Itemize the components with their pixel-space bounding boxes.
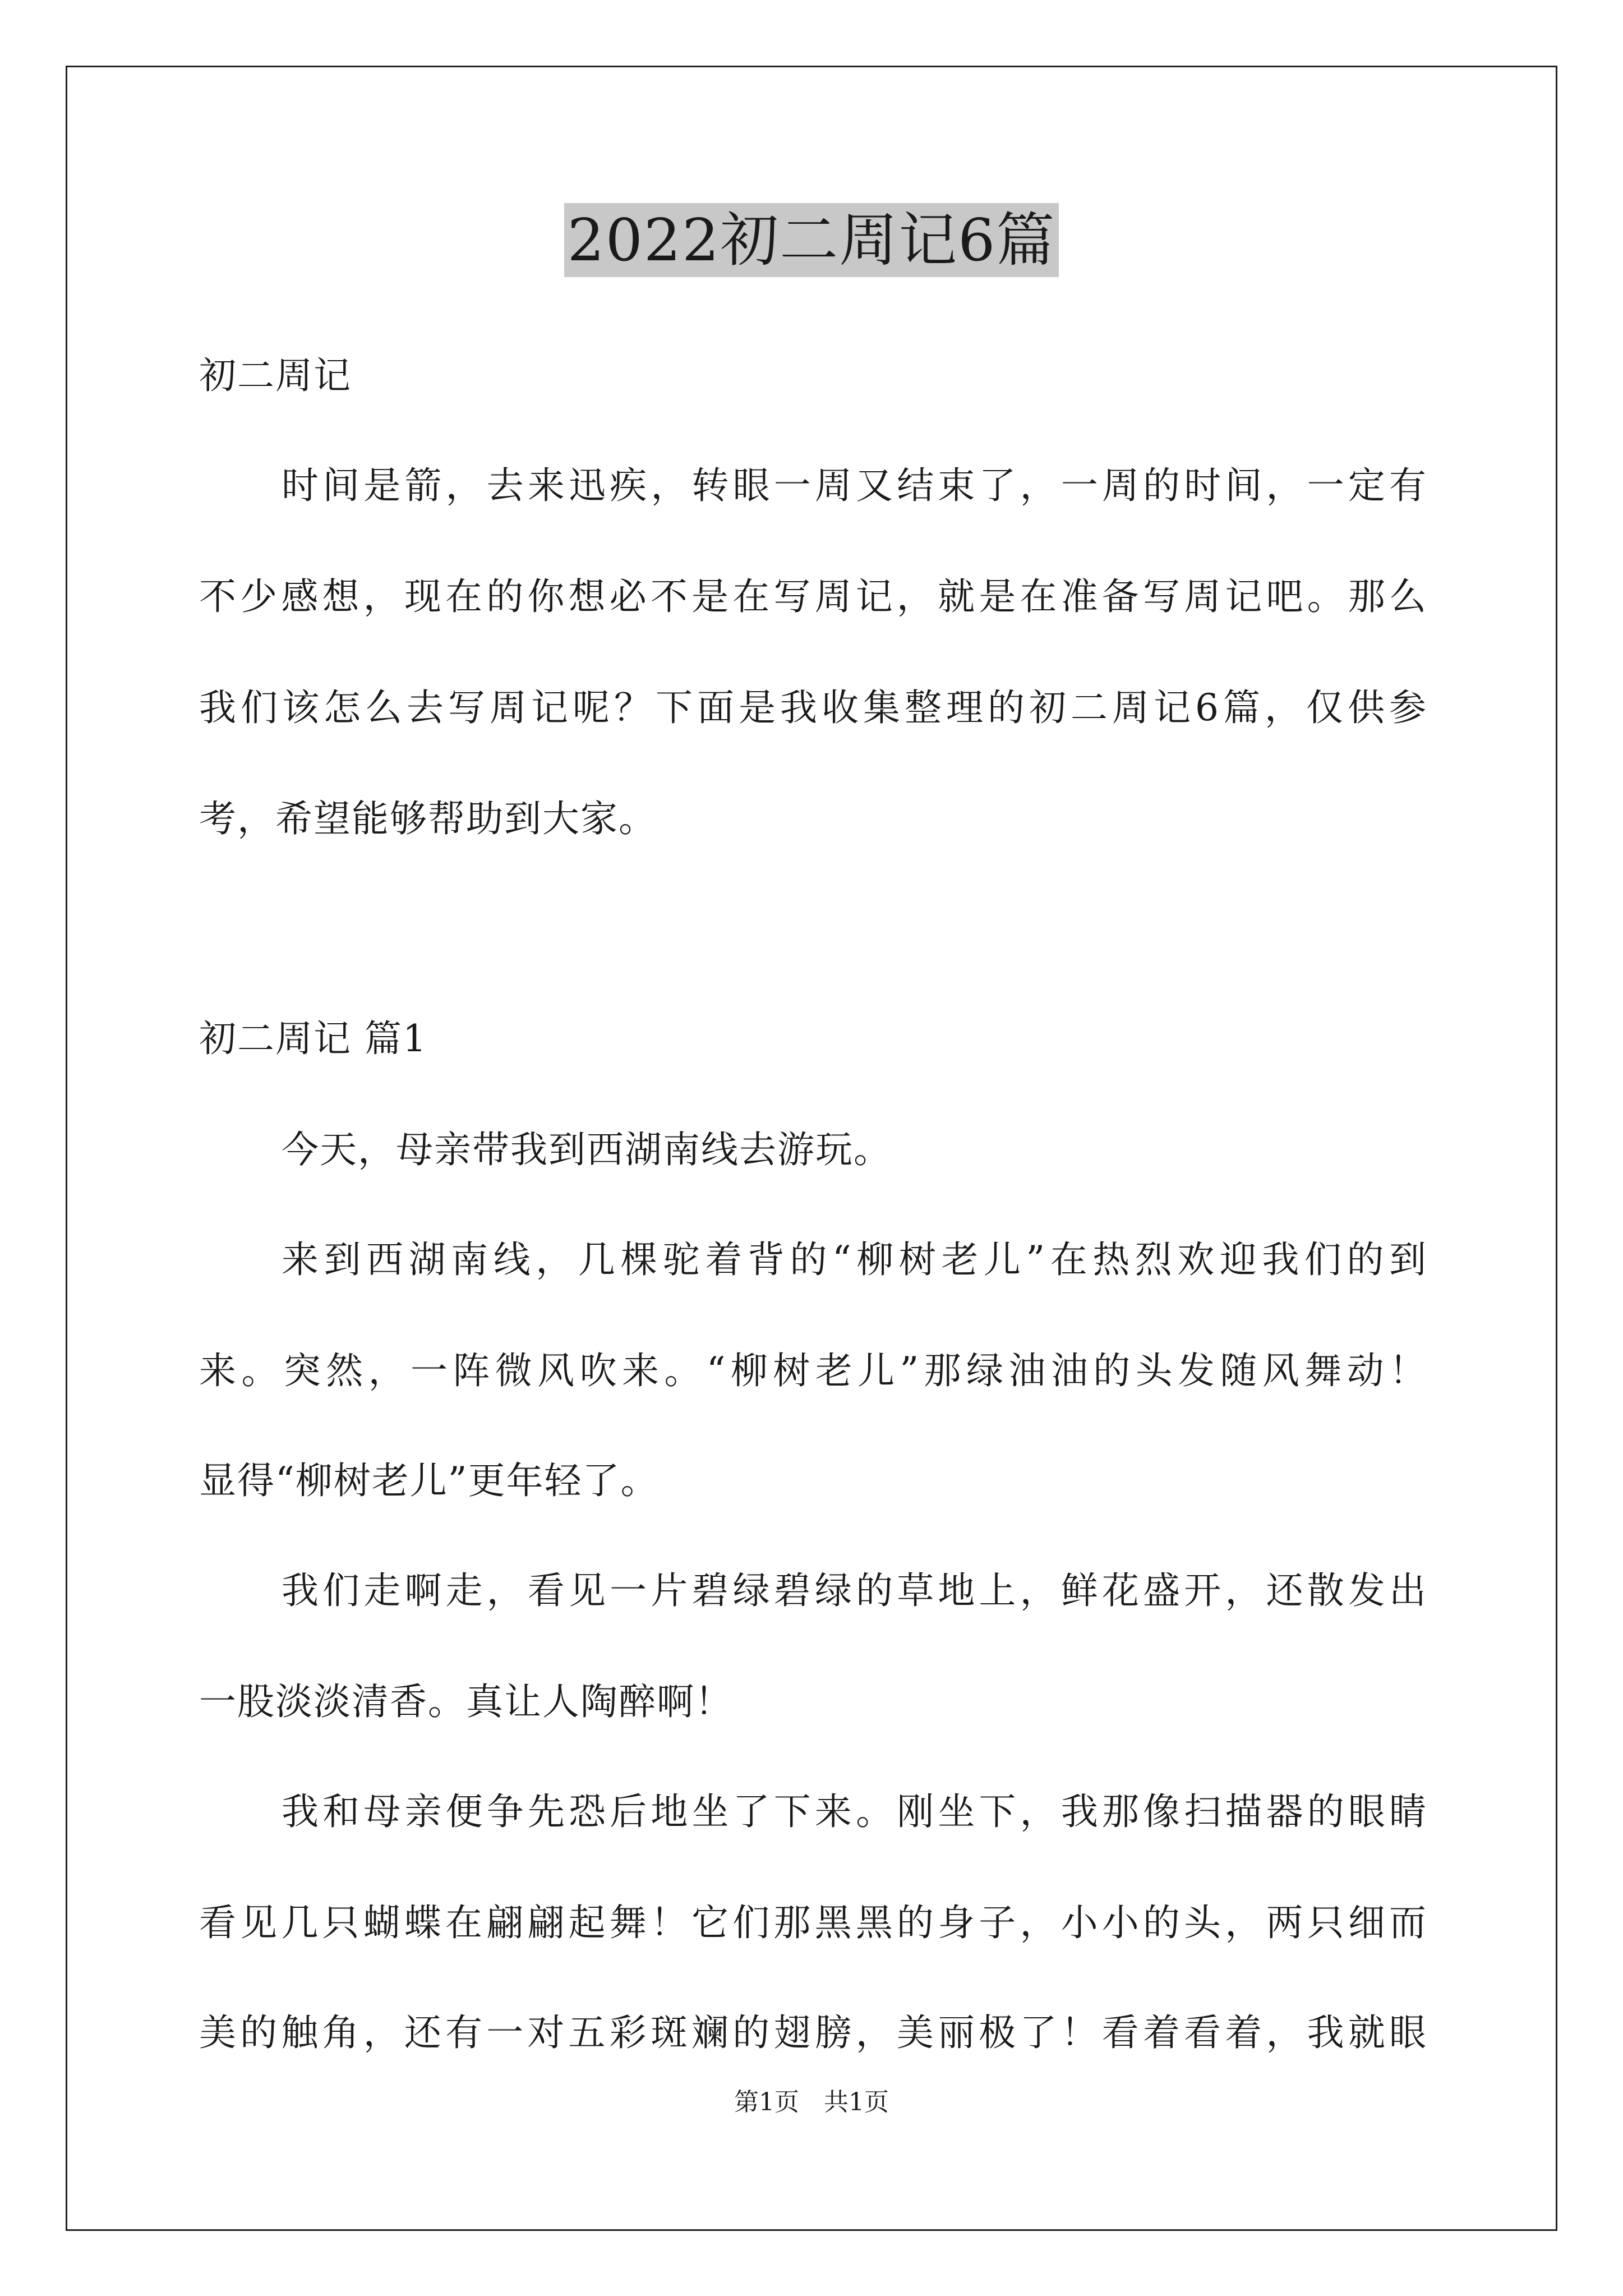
paragraph-line: 来。突然，一阵微风吹来。“柳树老儿”那绿油油的头发随风舞动！ <box>199 1349 1427 1392</box>
paragraph-line: 我和母亲便争先恐后地坐了下来。刚坐下，我那像扫描器的眼睛 <box>282 1790 1427 1833</box>
paragraph-line: 我们走啊走，看见一片碧绿碧绿的草地上，鲜花盛开，还散发出 <box>282 1569 1427 1612</box>
page-footer: 第1页 共1页 <box>734 2088 889 2116</box>
paragraph-line: 不少感想，现在的你想必不是在写周记，就是在准备写周记吧。那么 <box>199 575 1427 618</box>
paragraph-line: 考，希望能够帮助到大家。 <box>199 797 657 840</box>
paragraph-line: 来到西湖南线，几棵驼着背的“柳树老儿”在热烈欢迎我们的到 <box>282 1238 1427 1281</box>
section-heading: 初二周记 篇1 <box>199 1017 427 1060</box>
paragraph-line: 看见几只蝴蝶在翩翩起舞！它们那黑黑的身子，小小的头，两只细而 <box>199 1901 1427 1944</box>
paragraph-line: 时间是箭，去来迅疾，转眼一周又结束了，一周的时间，一定有 <box>282 464 1427 507</box>
paragraph-line: 美的触角，还有一对五彩斑斓的翅膀，美丽极了！看着看着，我就眼 <box>199 2011 1427 2054</box>
paragraph-line: 今天，母亲带我到西湖南线去游玩。 <box>282 1128 892 1171</box>
document-title: 2022初二周记6篇 <box>564 203 1059 277</box>
paragraph-line: 显得“柳树老儿”更年轻了。 <box>199 1459 659 1502</box>
paragraph-line: 一股淡淡清香。真让人陶醉啊！ <box>199 1680 733 1723</box>
section-heading: 初二周记 <box>199 354 352 397</box>
title-container <box>0 203 1623 277</box>
paragraph-line: 我们该怎么去写周记呢？下面是我收集整理的初二周记6篇，仅供参 <box>199 686 1427 729</box>
